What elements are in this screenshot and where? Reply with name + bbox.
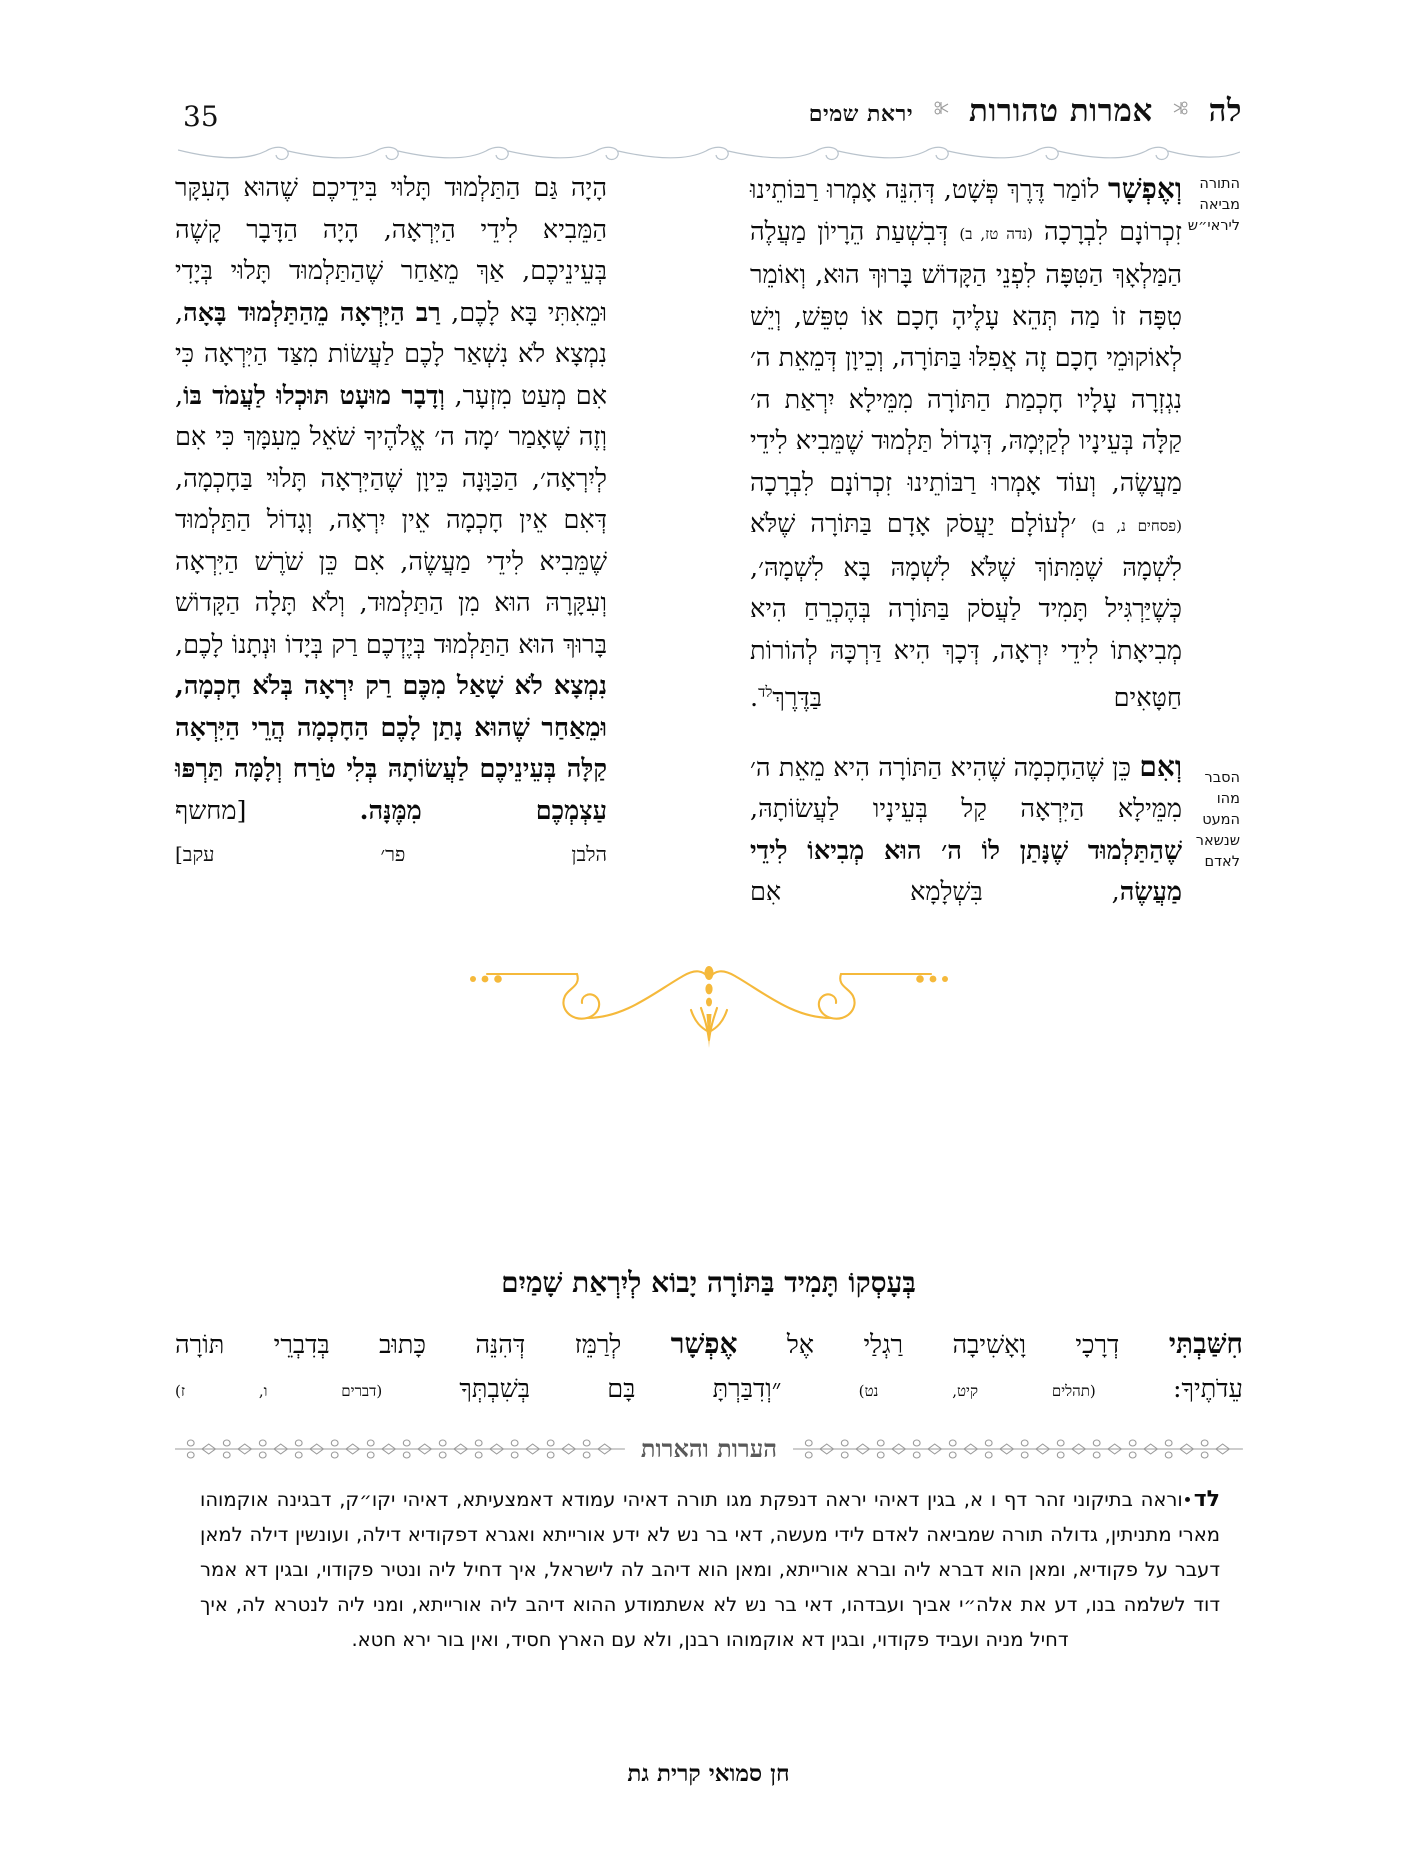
body-text-2a: כֵּן שֶׁהַחָכְמָה שֶׁהִיא הַתּוֹרָה הִיא מֵאֵת ה׳ מִמֵּילָא הַיִּרְאָה קַל בְּעֵינָיו לַעֲשׂוֹתָהּ, — [750, 752, 1182, 824]
paragraph-right-2 — [750, 746, 1182, 914]
margin-gloss-2 — [1178, 768, 1240, 873]
gloss-1-line-3: ליראי״ש — [1187, 218, 1240, 234]
citation-1: (נדה טז, ב) — [959, 224, 1033, 243]
verse-citation-2: (דברים ו, ז) — [175, 1382, 383, 1400]
column-left — [175, 168, 607, 876]
subsection-heading: בְּעָסְקוֹ תָּמִיד בַּתּוֹרָה יָבוֹא לְיִרְאַת שָׁמַיִם — [501, 1266, 916, 1299]
gloss-2-line-5: לאדם — [1204, 854, 1240, 870]
source-attribution: הלבן פר׳ עקב] — [175, 842, 607, 866]
verse-line-2 — [175, 1367, 1243, 1413]
gloss-2-line-1: הסבר — [1204, 770, 1240, 786]
note-marker-34: לד — [1193, 1487, 1220, 1512]
opening-word-2: וְאִם — [1139, 749, 1182, 783]
body-text-1d: . — [750, 683, 759, 713]
verse-text-b: לְרַמֵּז דְּהִנֵּה כָּתוּב בְּדִבְרֵי תּוֹרָה — [175, 1330, 671, 1360]
notes-heading — [175, 1430, 1243, 1468]
ornament-divider — [0, 952, 1417, 1048]
body-text-L1a: הָיָה גַּם הַתַּלְמוּד תָּלוּי בִּידֵיכֶם שֶׁהוּא הָעִקָּר הַמֵּבִיא לִידֵי הַיִּרְאָה, הָיָה הַדָּבָר קָשֶׁה בְּעֵינֵיכֶם, אַךְ מֵאַחַר שֶׁהַתַּלְמוּד תָּלוּי בְּיָדִי וּמֵאִתִּי בָּא לָכֶם, — [175, 173, 607, 328]
verse-line2-b: ״וְדִבַּרְתָּ בָּם בְּשִׁבְתְּךָ — [459, 1374, 782, 1404]
gloss-1-line-1: התורה — [1199, 176, 1240, 192]
footnote-ref-34[interactable]: לד — [758, 683, 773, 701]
citation-2: (פסחים נ, ב) — [1091, 517, 1182, 535]
margin-gloss-1 — [1178, 174, 1240, 237]
body-text-L1c: , וְזֶה שֶׁאָמַר ׳מָה ה׳ אֱלֹהֶיךָ שֹׁאֵל מֵעִמָּךְ כִּי אִם לְיִרְאָה׳, הַכַּוָּנָה כֵּיוָן שֶׁהַיִּרְאָה תָּלוּי בַּחָכְמָה, דְּאִם אֵין חָכְמָה אֵין יִרְאָה, וְגָדוֹל הַתַּלְמוּד שֶׁמֵּבִיא לִידֵי מַעֲשֶׂה, אִם כֵּן שֹׁרֶשׁ הַיִּרְאָה וְעִקָּרָהּ הוּא מִן הַתַּלְמוּד, וְלֹא תָּלָה הַקָּדוֹשׁ בָּרוּךְ הוּא הַתַּלְמוּד בְּיֶדְכֶם רַק בְּיָדוֹ וּנְתָנוֹ לָכֶם, — [175, 380, 607, 660]
note-entry-34 — [200, 1482, 1220, 1657]
body-text-L1b: , נִמְצָא לֹא נִשְׁאַר לָכֶם לַעֲשׂוֹת מִצַּד הַיִּרְאָה כִּי אִם מְעַט מִזְעָר, — [175, 297, 607, 411]
note-bullet-dot-icon — [1185, 1497, 1190, 1502]
body-text-L-bold-3: נִמְצָא לֹא שָׁאַל מִכֶּם רַק יִרְאָה בְּלֹא חָכְמָה, וּמֵאַחַר שֶׁהוּא נָתַן לָכֶם הַחָכְמָה הֲרֵי הַיִּרְאָה קַלָּה בְּעֵינֵיכֶם לַעֲשׂוֹתָהּ בְּלִי טֹרַח וְלָמָּה תַּרְפּוּ עַצְמְכֶם מִמֶּנָּה. — [175, 671, 608, 826]
gloss-2-line-2: מהו — [1216, 791, 1240, 807]
notes-rule-right — [793, 1439, 1243, 1459]
paragraph-left-1 — [175, 168, 607, 832]
page-number: 35 — [183, 100, 219, 133]
notes-rule-left — [175, 1439, 625, 1459]
fleuron-ornament-icon-2 — [924, 98, 958, 121]
body-text-1b: דְּבִשְׁעַת הֵרָיוֹן מַעֲלֶה הַמַּלְאָךְ הַטִּפָּה לִפְנֵי הַקָּדוֹשׁ בָּרוּךְ הוּא, וְאוֹמֵר טִפָּה זוֹ מַה תְּהֵא עָלֶיהָ חָכָם אוֹ טִפֵּשׁ, וְיֵשׁ לְאוֹקוּמֵי חָכָם זֶה אֲפִלּוּ בַּתּוֹרָה, וְכֵיוָן דְּמֵאֵת ה׳ נִגְזְרָה עָלָיו חָכְמַת הַתּוֹרָה מִמֵּילָא יִרְאַת ה׳ קַלָּה בְּעֵינָיו לְקַיְּמָהּ, דְּגָדוֹל תַּלְמוּד שֶׁמֵּבִיא לִידֵי מַעֲשֶׂה, וְעוֹד אָמְרוּ רַבּוֹתֵינוּ זִכְרוֹנָם לִבְרָכָה — [750, 216, 1182, 498]
page-title — [808, 93, 1242, 129]
body-text-1c: ׳לְעוֹלָם יַעֲסֹק אָדָם בַּתּוֹרָה שֶׁלֹּא לִשְׁמָהּ שֶׁמִּתּוֹךְ שֶׁלֹּא לִשְׁמָהּ בָּא לִשְׁמָהּ׳, כְּשֶׁיַּרְגִּיל תָּמִיד לַעֲסֹק בַּתּוֹרָה בְּהֶכְרֵחַ הִיא מְבִיאָתוֹ לִידֵי יִרְאָה, דְּכָךְ הִיא דַּרְכָּהּ לְהוֹרוֹת חַטָּאִים בַּדֶּרֶךְ — [750, 509, 1182, 713]
body-text-2b: , בִּשְׁלָמָא אִם — [750, 877, 1120, 907]
body-text-L-bold-2: וְדָבָר מוּעָט תּוּכְלוּ לַעֲמֹד בּוֹ — [183, 380, 445, 411]
notes-heading-label: הערות והארות — [640, 1434, 778, 1463]
paragraph-right-1 — [750, 168, 1182, 720]
verse-block — [175, 1322, 1243, 1413]
gloss-2-line-3: המעט — [1202, 812, 1240, 828]
source-open-bracket: [מחשף — [175, 795, 247, 826]
verse-bold-word: אֶפְשָׁר — [670, 1327, 738, 1360]
two-column-body — [175, 168, 1243, 928]
gloss-2-line-4: שנשאר — [1195, 833, 1240, 849]
notes-body — [200, 1482, 1220, 1657]
body-text-L-bold-1: רַב הַיִּרְאָה מֵהַתַּלְמוּד בָּאָה — [183, 297, 441, 328]
verse-line-1 — [175, 1322, 1243, 1367]
paragraph-gap — [750, 720, 1182, 746]
top-rule-ornament — [178, 146, 1240, 168]
section-title: יראת שמים — [808, 101, 914, 127]
gloss-1-line-2: מביאה — [1199, 197, 1240, 213]
chapter-mark: לה — [1208, 93, 1242, 129]
verse-opening-word: חִשַּׁבְתִּי — [1168, 1327, 1243, 1360]
opening-word-1: וְאֶפְשָׁר — [1108, 172, 1182, 205]
page-footer: חן סמואי קרית גת — [627, 1760, 790, 1787]
column-right — [750, 168, 1240, 914]
body-text-1a: לוֹמַר דֶּרֶךְ פְּשָׁט, דְּהִנֵּה אָמְרוּ רַבּוֹתֵינוּ זִכְרוֹנָם לִבְרָכָה — [750, 175, 1182, 247]
running-head — [175, 93, 1242, 144]
fleuron-ornament-icon — [1164, 98, 1198, 121]
body-text-2-bold: שֶׁהַתַּלְמוּד שֶׁנָּתַן לוֹ ה׳ הוּא מְבִיאוֹ לִידֵי מַעֲשֶׂה — [750, 835, 1182, 907]
verse-line2-a: עֵדֹתֶיךָ: — [1172, 1374, 1243, 1404]
verse-text-a: דְרָכָי וָאָשִׁיבָה רַגְלַי אֶל — [737, 1330, 1169, 1360]
verse-citation-1: (תהלים קיט, נט) — [858, 1382, 1096, 1400]
note-text-34: וראה בתיקוני זהר דף ו א, בגין דאיהי יראה דנפקת מגו תורה דאיהי עמודא דאמצעיתא, דאיהי יקו״ק, דבגינה אוקמוהו מארי מתניתין, גדולה תורה שמביאה לאדם לידי מעשה, דאי בר נש לא ידע אורייתא ואגרא דפקודיא דילה, ועונשין דילה למאן דעבר על פקודיא, ומאן הוא דברא ליה וברא אורייתא, ומאן הוא דיהב לה לישראל, איך דחיל ליה ונטיר פקודוי, ובגין דא אמר דוד לשלמה בנו, דע את אלה״י אביך ועבדהו, דאי בר נש לא אשתמודע ההוא דיהב ליה אורייתא, ומני ליה לנטרא לה, איך דחיל מניה ועביד פקודוי, ובגין דא אוקמוהו רבנן, ולא עם הארץ חסיד, ואין בור ירא חטא. — [200, 1488, 1220, 1651]
book-title: אמרות טהורות — [969, 93, 1153, 129]
